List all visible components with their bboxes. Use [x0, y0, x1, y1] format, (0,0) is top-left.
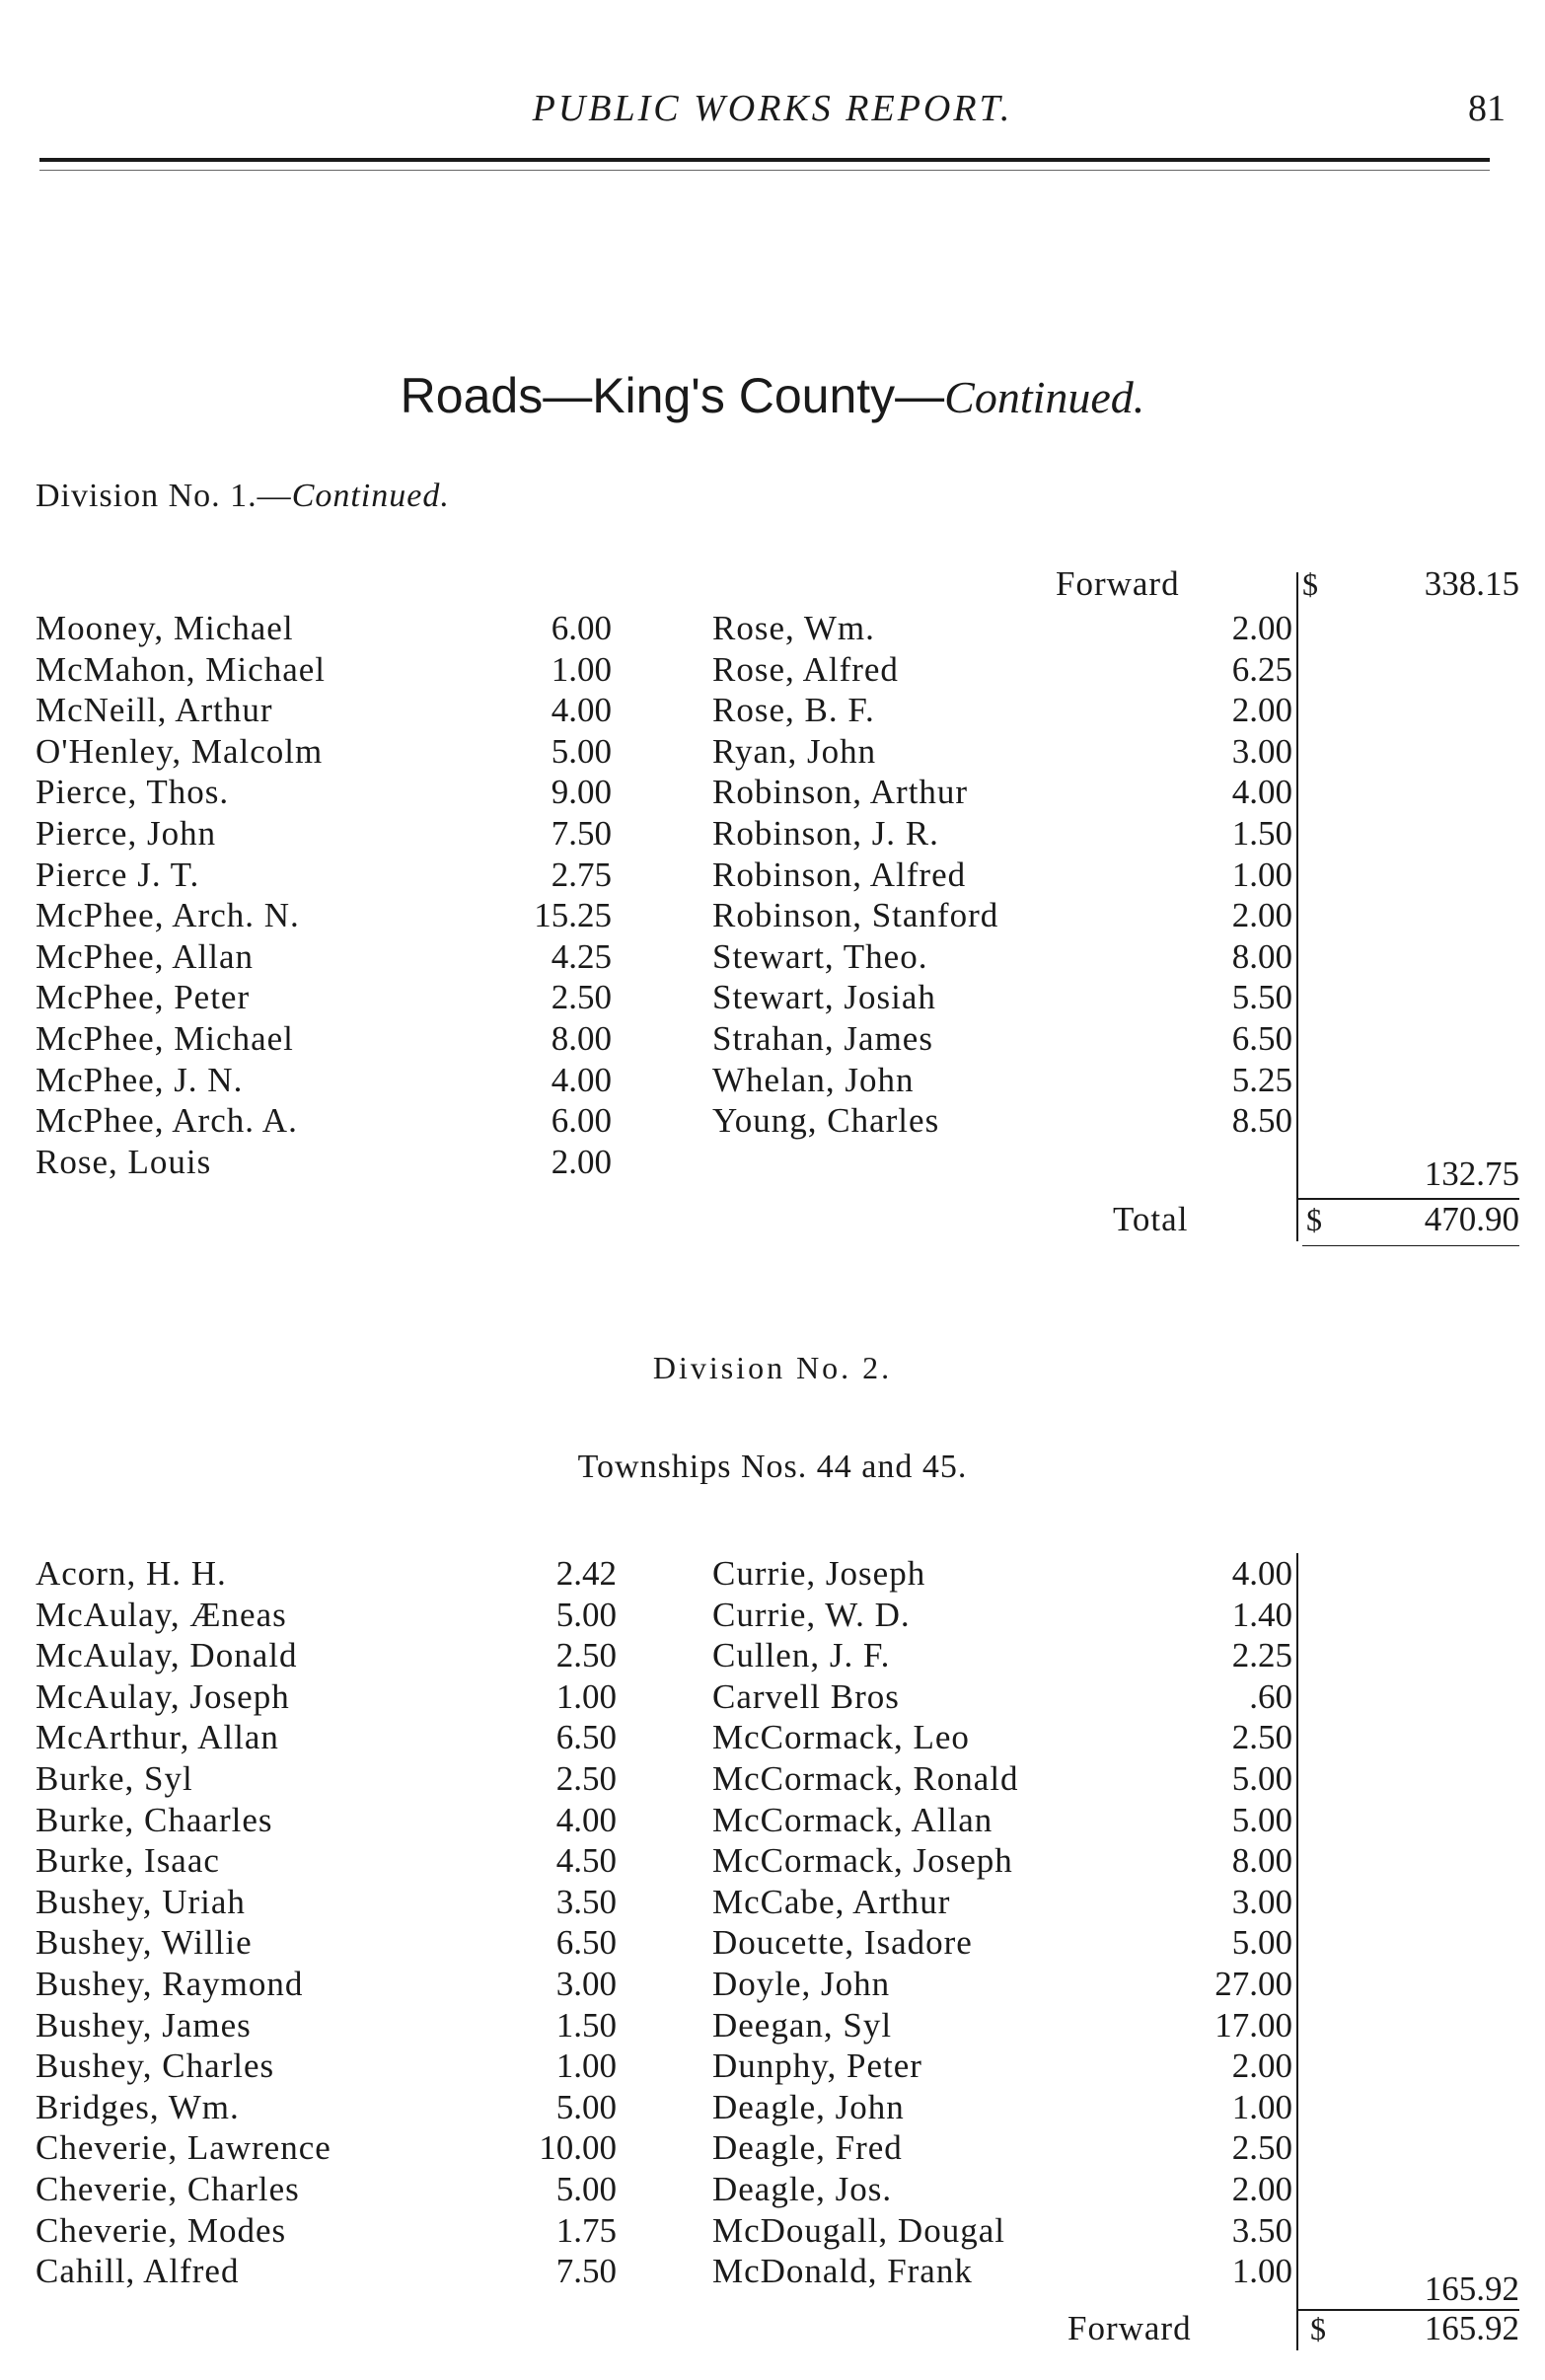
list-item: McPhee, Arch. A.	[36, 1101, 298, 1141]
list-item-amount: 1.00	[1231, 855, 1292, 894]
list-item: Rose, Wm.	[712, 609, 875, 647]
list-item: Deagle, John	[712, 2087, 905, 2126]
list-item-amount: 1.40	[1231, 1595, 1292, 1634]
list-item-amount: 1.00	[1231, 2087, 1292, 2126]
list-item: Ryan, John	[712, 731, 877, 771]
page-title	[0, 367, 1545, 424]
list-item-amount: 5.50	[1231, 978, 1292, 1017]
list-item: Bushey, Willie	[36, 1923, 253, 1963]
forward-amount: 165.92	[1424, 2309, 1519, 2347]
list-item: McPhee, Allan	[36, 936, 255, 976]
list-item-amount: 5.00	[555, 2169, 617, 2208]
list-item: Mooney, Michael	[36, 609, 294, 647]
list-item: Young, Charles	[712, 1101, 940, 1141]
list-item: Doyle, John	[712, 1964, 891, 2003]
list-item-amount: 2.50	[555, 1758, 617, 1798]
division-2-right-names	[712, 1553, 1019, 2292]
list-item: Robinson, Arthur	[712, 773, 969, 812]
list-item: Cheverie, Charles	[36, 2169, 300, 2208]
list-item-amount: 3.00	[555, 1964, 617, 2003]
list-item-amount: 5.00	[555, 2087, 617, 2126]
list-item-amount: 4.00	[551, 691, 612, 730]
division-1-heading	[36, 478, 450, 515]
list-item-amount: 1.50	[555, 2005, 617, 2045]
list-item-amount: 1.00	[555, 1676, 617, 1716]
list-item-amount: 1.00	[551, 649, 612, 689]
running-head: PUBLIC WORKS REPORT.	[532, 88, 1013, 129]
list-item-amount: 2.50	[1231, 2128, 1292, 2168]
forward-label: Forward	[1067, 2309, 1192, 2347]
list-item: Robinson, J. R.	[712, 813, 939, 853]
list-item-amount: 15.25	[534, 896, 612, 935]
list-item: McPhee, Peter	[36, 978, 251, 1017]
division-2-left-names	[36, 1553, 331, 2292]
forward-dollar: $	[1310, 2311, 1326, 2346]
list-item-amount: 5.00	[555, 1595, 617, 1634]
list-item-amount: 2.00	[1231, 609, 1292, 647]
list-item-amount: 5.25	[1231, 1060, 1292, 1099]
list-item-amount: 6.00	[551, 1101, 612, 1141]
list-item-amount: 5.00	[1231, 1800, 1292, 1839]
list-item: Cullen, J. F.	[712, 1636, 891, 1675]
division-1-continued: Continued.	[291, 478, 450, 514]
division-2-right-amounts	[1144, 1553, 1292, 2292]
list-item-amount: 5.00	[1231, 1758, 1292, 1798]
list-item: McMahon, Michael	[36, 649, 326, 689]
list-item-amount: 4.00	[1231, 773, 1292, 812]
list-item: Pierce, Thos.	[36, 773, 230, 812]
list-item-amount: 6.00	[551, 609, 612, 647]
division-1-right-amounts	[1144, 608, 1292, 1142]
list-item-amount: 8.00	[1231, 1841, 1292, 1881]
list-item: Bushey, Uriah	[36, 1882, 246, 1921]
list-item-amount: 6.50	[555, 1923, 617, 1963]
list-item: Bushey, James	[36, 2005, 252, 2045]
list-item: Robinson, Stanford	[712, 896, 999, 935]
list-item-amount: 3.00	[1231, 731, 1292, 771]
list-item-amount: 1.00	[1231, 2252, 1292, 2291]
list-item-amount: 1.50	[1231, 813, 1292, 853]
forward-dollar: $	[1302, 566, 1318, 602]
list-item: McAulay, Joseph	[36, 1676, 290, 1716]
list-item: Burke, Chaarles	[36, 1800, 273, 1839]
list-item: Rose, B. F.	[712, 691, 875, 730]
forward-label: Forward	[1056, 564, 1180, 603]
list-item: Stewart, Theo.	[712, 936, 928, 976]
list-item-amount: 8.00	[1231, 936, 1292, 976]
list-item-amount: 2.25	[1231, 1636, 1292, 1675]
list-item: McDougall, Dougal	[712, 2210, 1005, 2250]
list-item: Stewart, Josiah	[712, 978, 936, 1017]
list-item-amount: 8.00	[551, 1018, 612, 1058]
list-item: McNeill, Arthur	[36, 691, 273, 730]
list-item-amount: 7.50	[551, 813, 612, 853]
list-item-amount: .60	[1249, 1676, 1292, 1716]
division-1-label: Division No. 1.—	[36, 478, 292, 514]
list-item-amount: 27.00	[1214, 1964, 1292, 2003]
list-item: McCormack, Allan	[712, 1800, 993, 1839]
list-item: Bushey, Raymond	[36, 1964, 304, 2003]
list-item-amount: 2.00	[1231, 2169, 1292, 2208]
list-item-amount: 6.50	[1231, 1018, 1292, 1058]
list-item-amount: 4.50	[555, 1841, 617, 1881]
list-item-amount: 2.00	[1231, 691, 1292, 730]
list-item: Carvell Bros	[712, 1676, 900, 1716]
list-item-amount: 7.50	[555, 2252, 617, 2291]
list-item: McAulay, Donald	[36, 1636, 298, 1675]
division-2-subtotal: 165.92	[1424, 2269, 1519, 2308]
page-number: 81	[1468, 88, 1506, 129]
list-item: McCormack, Leo	[712, 1718, 970, 1757]
list-item: Rose, Alfred	[712, 649, 899, 689]
list-item: McPhee, Michael	[36, 1018, 294, 1058]
forward-amount: 338.15	[1424, 564, 1519, 603]
list-item-amount: 4.00	[1231, 1554, 1292, 1593]
list-item: Burke, Syl	[36, 1758, 193, 1798]
list-item-amount: 8.50	[1231, 1101, 1292, 1141]
list-item: McCormack, Joseph	[712, 1841, 1013, 1881]
list-item: Cheverie, Modes	[36, 2210, 287, 2250]
list-item-amount: 2.00	[1231, 896, 1292, 935]
division-1-subtotal: 132.75	[1424, 1154, 1519, 1193]
list-item-amount: 2.50	[1231, 1718, 1292, 1757]
list-item: Bushey, Charles	[36, 2046, 275, 2086]
list-item: McPhee, J. N.	[36, 1060, 244, 1099]
title-main: Roads—King's County—	[400, 368, 945, 423]
list-item: Currie, W. D.	[712, 1595, 911, 1634]
total-label: Total	[1113, 1200, 1189, 1238]
list-item: Pierce J. T.	[36, 855, 200, 894]
division-2-subheading: Townships Nos. 44 and 45.	[577, 1449, 968, 1485]
division-2-column-rule	[1296, 1553, 1298, 2350]
list-item: McCabe, Arthur	[712, 1882, 951, 1921]
list-item-amount: 1.00	[555, 2046, 617, 2086]
list-item-amount: 3.00	[1231, 1882, 1292, 1921]
list-item: Robinson, Alfred	[712, 855, 967, 894]
division-1-left-names	[36, 608, 326, 1182]
list-item: Doucette, Isadore	[712, 1923, 973, 1963]
division-1-right-names	[712, 608, 998, 1142]
list-item: O'Henley, Malcolm	[36, 731, 324, 771]
list-item-amount: 3.50	[1231, 2210, 1292, 2250]
list-item-amount: 6.50	[555, 1718, 617, 1757]
list-item-amount: 2.50	[551, 978, 612, 1017]
list-item-amount: 10.00	[539, 2128, 617, 2168]
list-item-amount: 2.75	[551, 855, 612, 894]
list-item-amount: 6.25	[1231, 649, 1292, 689]
list-item: Currie, Joseph	[712, 1554, 926, 1593]
list-item: Rose, Louis	[36, 1142, 212, 1181]
division-2-left-amounts	[474, 1553, 617, 2292]
header-rule-thin	[39, 170, 1490, 171]
list-item: Deagle, Jos.	[712, 2169, 893, 2208]
list-item: McArthur, Allan	[36, 1718, 279, 1757]
list-item: Burke, Isaac	[36, 1841, 220, 1881]
title-continued: Continued.	[944, 372, 1145, 422]
list-item-amount: 2.50	[555, 1636, 617, 1675]
list-item-amount: 4.00	[551, 1060, 612, 1099]
division-2-heading: Division No. 2.	[652, 1350, 893, 1385]
list-item-amount: 3.50	[555, 1882, 617, 1921]
list-item: Deegan, Syl	[712, 2005, 893, 2045]
list-item-amount: 5.00	[1231, 1923, 1292, 1963]
list-item: McAulay, Æneas	[36, 1595, 287, 1634]
list-item: McCormack, Ronald	[712, 1758, 1019, 1798]
list-item: Strahan, James	[712, 1018, 933, 1058]
division-1-column-rule	[1296, 572, 1298, 1241]
list-item: Whelan, John	[712, 1060, 915, 1099]
list-item: Acorn, H. H.	[36, 1554, 227, 1593]
division-1-left-amounts	[474, 608, 612, 1182]
list-item-amount: 2.00	[551, 1142, 612, 1181]
list-item: Pierce, John	[36, 813, 217, 853]
list-item-amount: 1.75	[555, 2210, 617, 2250]
list-item: McDonald, Frank	[712, 2252, 973, 2291]
list-item: McPhee, Arch. N.	[36, 896, 300, 935]
list-item: Cheverie, Lawrence	[36, 2128, 331, 2168]
list-item: Dunphy, Peter	[712, 2046, 922, 2086]
list-item: Cahill, Alfred	[36, 2252, 240, 2291]
list-item: Deagle, Fred	[712, 2128, 903, 2168]
list-item-amount: 2.42	[555, 1554, 617, 1593]
list-item-amount: 9.00	[551, 773, 612, 812]
total-amount: 470.90	[1424, 1200, 1519, 1238]
list-item-amount: 4.00	[555, 1800, 617, 1839]
list-item-amount: 2.00	[1231, 2046, 1292, 2086]
list-item-amount: 17.00	[1214, 2005, 1292, 2045]
list-item: Bridges, Wm.	[36, 2087, 240, 2126]
total-dollar: $	[1306, 1202, 1322, 1237]
header-rule	[39, 158, 1490, 162]
list-item-amount: 5.00	[551, 731, 612, 771]
list-item-amount: 4.25	[551, 936, 612, 976]
total-rule	[1302, 1245, 1519, 1246]
